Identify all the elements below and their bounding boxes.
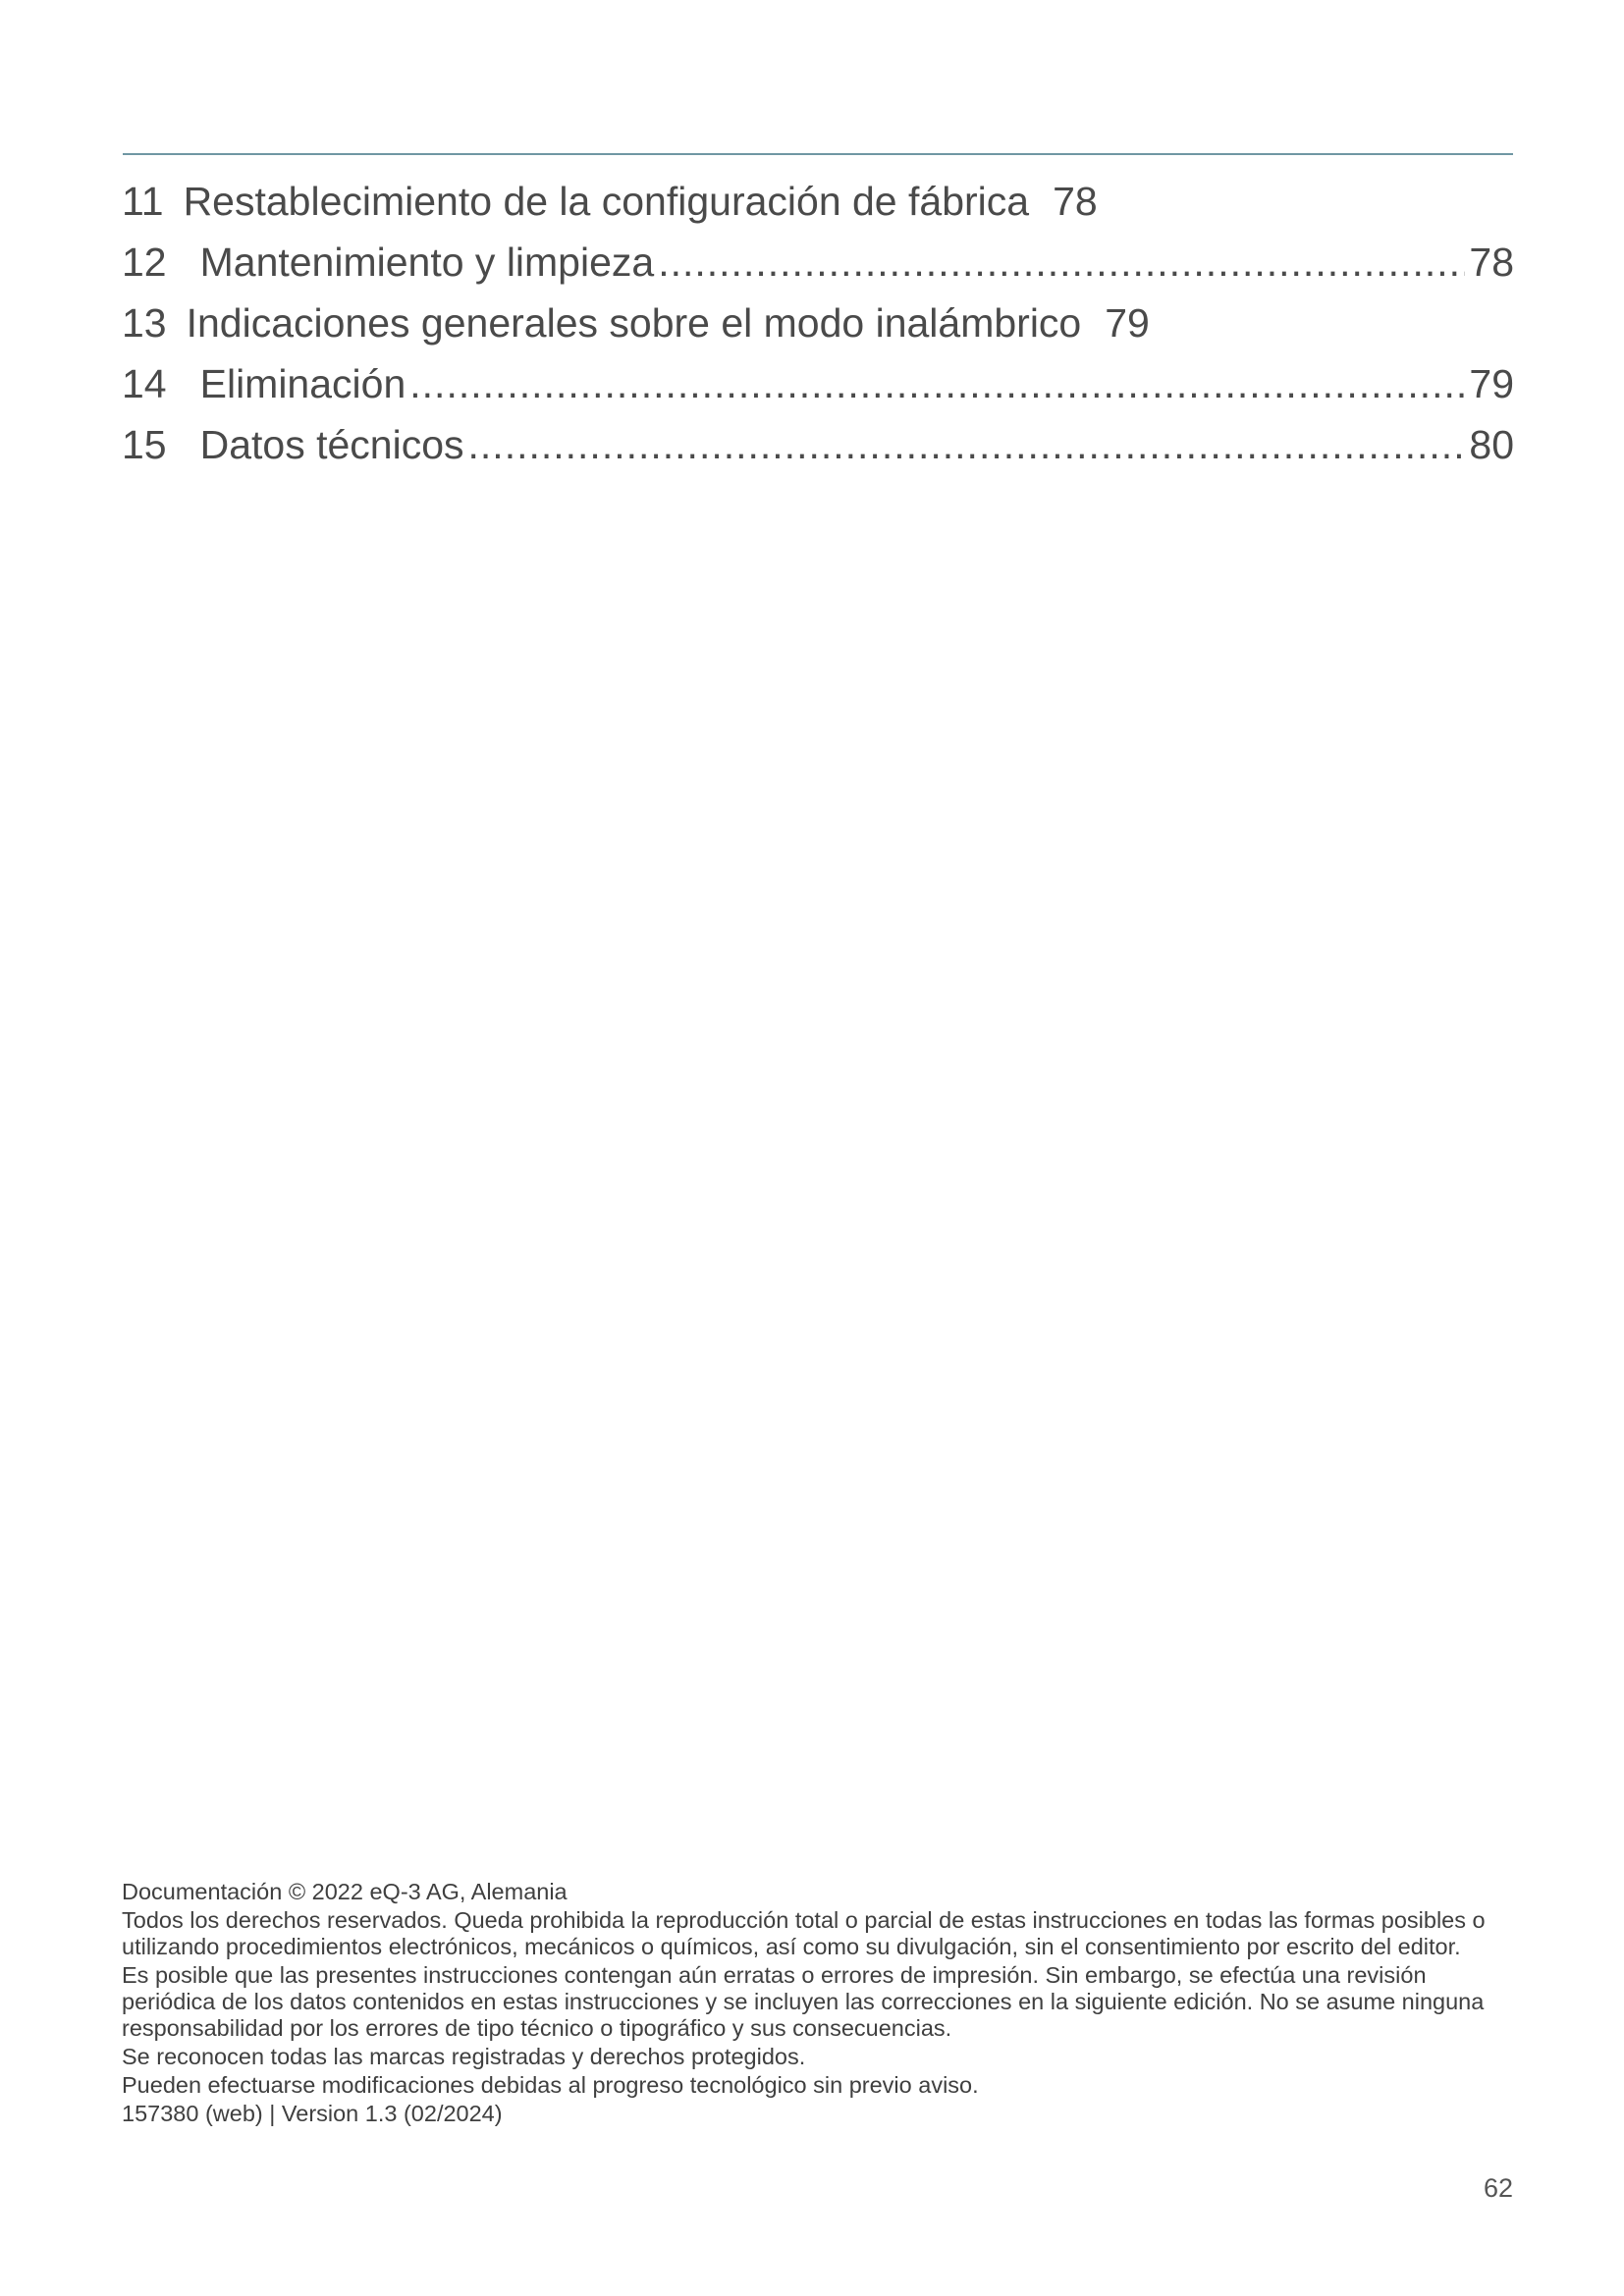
toc-entry-15[interactable]: [122, 414, 1514, 475]
toc-entry-title: Eliminación: [199, 361, 406, 406]
header-divider: [123, 153, 1513, 155]
page-number: 62: [1483, 2173, 1513, 2203]
toc-entry-13[interactable]: [122, 293, 1514, 353]
legal-footer: [122, 1879, 1516, 2129]
toc-entry-page: 80: [1469, 422, 1514, 467]
toc-entry-11[interactable]: [122, 171, 1514, 232]
toc-entry-page: 79: [1105, 300, 1150, 346]
rights-notice: Todos los derechos reservados. Queda prohibida la reproducción total o parcial de estas instrucciones en todas las formas posibles o utilizando procedimientos electrónicos, mecánicos o químicos, así como su divulgación, sin el consentimiento por escrito del editor.: [122, 1907, 1486, 1959]
toc-entry-title: Mantenimiento y limpieza: [199, 240, 655, 285]
toc-entry-page: 79: [1469, 361, 1514, 406]
toc-entry-page: 78: [1053, 179, 1098, 224]
toc-dot-leader: [409, 353, 1465, 414]
toc-entry-14[interactable]: [122, 353, 1514, 414]
toc-dot-leader: [468, 414, 1466, 475]
toc-entry-number: 12: [122, 240, 167, 285]
copyright-notice: Documentación © 2022 eQ-3 AG, Alemania: [122, 1879, 568, 1904]
errata-notice: Es posible que las presentes instrucciones contengan aún erratas o errores de impresión. Sin embargo, se efectúa una revisión periódica de los datos contenidos en estas instrucciones y se incluyen las correcciones en la siguiente edición. No se asume ninguna responsabilidad por los errores de tipo técnico o tipográfico y sus consecuencias.: [122, 1962, 1485, 2041]
toc-entry-number: 14: [122, 361, 167, 406]
toc-dot-leader: [658, 232, 1465, 293]
toc-entry-number: 11: [122, 179, 164, 224]
table-of-contents: [122, 171, 1514, 475]
trademark-notice: Se reconocen todas las marcas registradas y derechos protegidos.: [122, 2044, 806, 2069]
version-info: 157380 (web) | Version 1.3 (02/2024): [122, 2101, 503, 2126]
toc-entry-number: 15: [122, 422, 167, 467]
toc-entry-number: 13: [122, 300, 167, 346]
toc-entry-title: Datos técnicos: [199, 422, 464, 467]
modification-notice: Pueden efectuarse modificaciones debidas al progreso tecnológico sin previo aviso.: [122, 2072, 979, 2098]
toc-entry-title: Indicaciones generales sobre el modo inalámbrico: [186, 300, 1082, 346]
toc-entry-title: Restablecimiento de la configuración de fábrica: [183, 179, 1030, 224]
toc-entry-12[interactable]: [122, 232, 1514, 293]
toc-entry-page: 78: [1469, 240, 1514, 285]
